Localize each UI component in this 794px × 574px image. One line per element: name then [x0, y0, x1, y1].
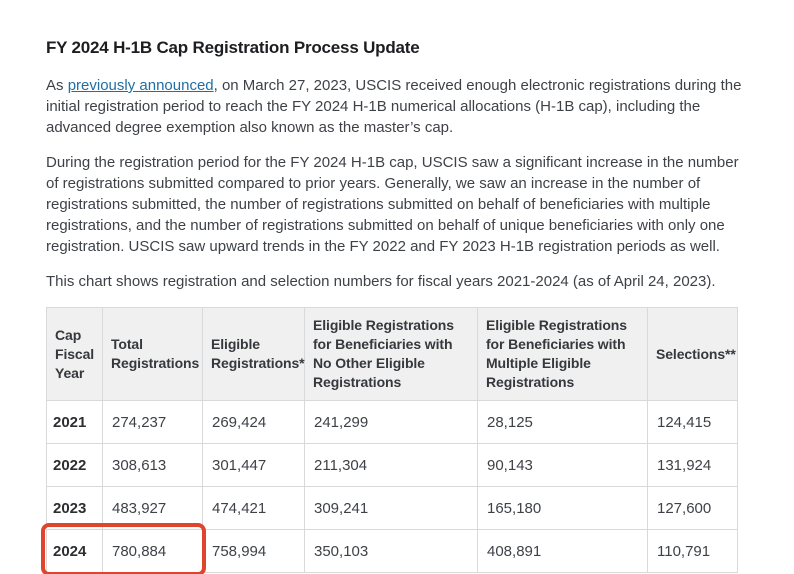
- cell-total: 308,613: [103, 444, 203, 487]
- cell-year: 2022: [47, 444, 103, 487]
- cell-total: 780,884: [103, 530, 203, 573]
- cell-eligible: 758,994: [203, 530, 305, 573]
- cell-selections: 110,791: [648, 530, 738, 573]
- cell-selections: 124,415: [648, 401, 738, 444]
- chart-intro-paragraph: This chart shows registration and selection numbers for fiscal years 2021-2024 (as of April 24, 2023).: [46, 273, 716, 290]
- intro-paragraph: [46, 75, 750, 138]
- header-cap-fiscal-year: Cap Fiscal Year: [47, 308, 103, 401]
- cell-selections: 131,924: [648, 444, 738, 487]
- registrations-table-wrap: [46, 307, 737, 573]
- header-total-registrations: Total Registrations: [103, 308, 203, 401]
- cell-multiple: 165,180: [478, 487, 648, 530]
- cell-total: 274,237: [103, 401, 203, 444]
- cell-multiple: 28,125: [478, 401, 648, 444]
- cell-eligible: 474,421: [203, 487, 305, 530]
- header-selections: Selections**: [648, 308, 738, 401]
- header-eligible-no-other: Eligible Registrations for Beneficiaries with No Other Eligible Registrations: [305, 308, 478, 401]
- cell-selections: 127,600: [648, 487, 738, 530]
- table-row: [47, 444, 738, 487]
- registrations-table: [46, 307, 738, 573]
- page-title: FY 2024 H-1B Cap Registration Process Update: [46, 38, 420, 57]
- table-row: [47, 487, 738, 530]
- cell-year: 2024: [47, 530, 103, 573]
- previously-announced-link[interactable]: previously announced: [67, 77, 214, 94]
- intro-paragraph-suffix: , on March 27, 2023, USCIS received enough electronic registrations during the initial registration period to reach the FY 2024 H-1B numerical allocations (H-1B cap), including the advanced degree exemption also known as the master’s cap.: [46, 77, 742, 136]
- cell-year: 2021: [47, 401, 103, 444]
- cell-no-other: 211,304: [305, 444, 478, 487]
- header-eligible-multiple: Eligible Registrations for Beneficiaries with Multiple Eligible Registrations: [478, 308, 648, 401]
- intro-paragraph-prefix: As: [46, 77, 68, 94]
- table-row-highlighted: [47, 530, 738, 573]
- trends-paragraph: During the registration period for the FY 2024 H-1B cap, USCIS saw a significant increase in the number of registrations submitted compared to prior years. Generally, we saw an increase in the number of registrations submitted, the number of registrations submitted on behalf of beneficiaries with multiple registrations, and the number of registrations submitted on behalf of unique beneficiaries with only one registration. USCIS saw upward trends in the FY 2022 and FY 2023 H-1B registration periods as well.: [46, 154, 739, 255]
- header-eligible-registrations: Eligible Registrations*: [203, 308, 305, 401]
- cell-eligible: 269,424: [203, 401, 305, 444]
- cell-multiple: 90,143: [478, 444, 648, 487]
- cell-year: 2023: [47, 487, 103, 530]
- cell-multiple: 408,891: [478, 530, 648, 573]
- table-header-row: [47, 308, 738, 401]
- cell-no-other: 309,241: [305, 487, 478, 530]
- table-row: [47, 401, 738, 444]
- cell-total: 483,927: [103, 487, 203, 530]
- cell-no-other: 241,299: [305, 401, 478, 444]
- cell-no-other: 350,103: [305, 530, 478, 573]
- cell-eligible: 301,447: [203, 444, 305, 487]
